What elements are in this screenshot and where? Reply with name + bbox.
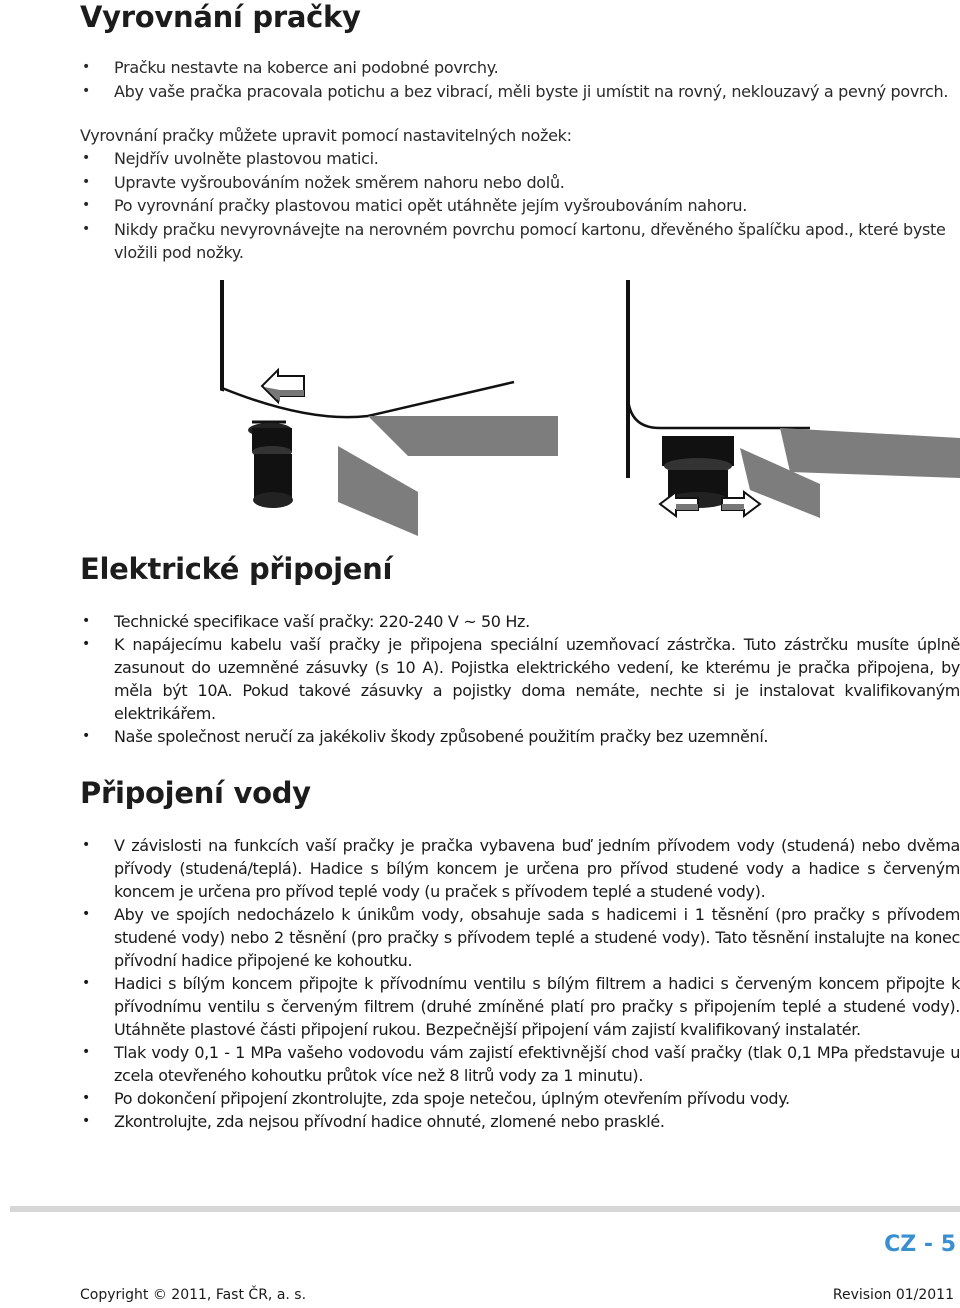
list-item: • Upravte vyšroubováním nožek směrem nahoru nebo dolů.: [80, 171, 960, 195]
list-item: • Technické specifikace vaší pračky: 220-240 V ~ 50 Hz.: [82, 612, 530, 631]
leveling-intro: Vyrovnání pračky můžete upravit pomocí nastavitelných nožek:: [80, 126, 572, 145]
bullet-icon: •: [82, 220, 90, 237]
bullet-icon: •: [82, 59, 90, 75]
bullet-icon: •: [82, 1090, 90, 1106]
revision-text: Revision 01/2011: [832, 1287, 954, 1303]
list-item: • Aby vaše pračka pracovala potichu a bez vibrací, měli byste ji umístit na rovný, neklouzavý a pevný povrch.: [80, 80, 960, 104]
bullet-icon: •: [82, 197, 90, 213]
list-item: • Hadici s bílým koncem připojte k přívodnímu ventilu s bílým filtrem a hadici s červeným koncem připojte k přívodnímu ventilu s červeným filtrem (druhé zmíněné platí pro pračky s připojením teplé a studené vody). Utáhněte plastové části připojení rukou. Bezpečnější připojení vám zajistí kvalifikovaný instalatér.: [82, 974, 960, 1039]
bullet-icon: •: [82, 906, 90, 922]
bullet-icon: •: [82, 728, 90, 744]
bullet-icon: •: [82, 82, 90, 99]
heading-leveling: Vyrovnání pračky: [80, 0, 361, 34]
leveling-bullets-b: [80, 147, 960, 265]
leveling-bullets-a: [80, 56, 960, 103]
list-item: • Tlak vody 0,1 - 1 MPa vašeho vodovodu vám zajistí efektivnější chod vaší pračky (tlak 0,1 MPa představuje u zcela otevřeného kohoutku průtok více než 8 litrů vody za 1 minutu).: [82, 1043, 960, 1085]
list-item: • K napájecímu kabelu vaší pračky je připojena speciální uzemňovací zástrčka. Tuto zástrčku musíte úplně zasunout do uzemněné zásuvky (s 10 A). Pojistka elektrického vedení, ke kterému je pračka připojena, by měla být 10A. Pokud takové zásuvky a pojistky doma nemáte, nechte si je instalovat kvalifikovaným elektrikářem.: [82, 635, 960, 723]
list-item: • Nejdřív uvolněte plastovou matici.: [80, 147, 960, 171]
footer-divider: [10, 1206, 960, 1212]
bullet-icon: •: [82, 150, 90, 166]
bullet-icon: •: [82, 1113, 90, 1129]
bullet-icon: •: [82, 613, 90, 629]
leveling-foot-illustration-right: [620, 278, 960, 538]
list-item: • Zkontrolujte, zda nejsou přívodní hadice ohnuté, zlomené nebo prasklé.: [82, 1112, 665, 1131]
bullet-icon: •: [82, 636, 90, 652]
bullet-icon: •: [82, 1044, 90, 1060]
list-item: • Pračku nestavte na koberce ani podobné povrchy.: [80, 56, 960, 80]
page-number: CZ - 5: [884, 1232, 956, 1257]
bullet-icon: •: [82, 173, 90, 190]
heading-water: Připojení vody: [80, 776, 311, 810]
list-item: • Naše společnost neručí za jakékoliv škody způsobené použitím pračky bez uzemnění.: [82, 727, 769, 746]
list-item: • Po dokončení připojení zkontrolujte, zda spoje netečou, úplným otevřením přívodu vody.: [82, 1089, 790, 1108]
list-item: • Nikdy pračku nevyrovnávejte na nerovném povrchu pomocí kartonu, dřevěného špalíčku apod., které byste vložili pod nožky.: [82, 219, 946, 262]
heading-electrical: Elektrické připojení: [80, 552, 393, 586]
leveling-foot-illustration-left: [218, 278, 558, 538]
copyright-text: Copyright © 2011, Fast ČR, a. s.: [80, 1287, 307, 1303]
list-item: • Po vyrovnání pračky plastovou matici opět utáhněte jejím vyšroubováním nahoru.: [80, 194, 960, 218]
water-bullets: [80, 834, 960, 1133]
list-item: • Aby ve spojích nedocházelo k únikům vody, obsahuje sada s hadicemi i 1 těsnění (pro pračky s přívodem studené vody) nebo 2 těsnění (pro pračky s přívodem teplé a studené vody). Tato těsnění instalujte na konec přívodní hadice připojené ke kohoutku.: [82, 905, 960, 970]
electrical-bullets: [80, 610, 960, 748]
list-item: • V závislosti na funkcích vaší pračky je pračka vybavena buď jedním přívodem vody (studená) nebo dvěma přívody (studená/teplá). Hadice s bílým koncem je určena pro přívod studené vody a hadice s červeným koncem je určena pro přívod teplé vody (u praček s přívodem teplé a studené vody).: [82, 836, 960, 901]
bullet-icon: •: [82, 975, 90, 991]
bullet-icon: •: [82, 837, 90, 853]
